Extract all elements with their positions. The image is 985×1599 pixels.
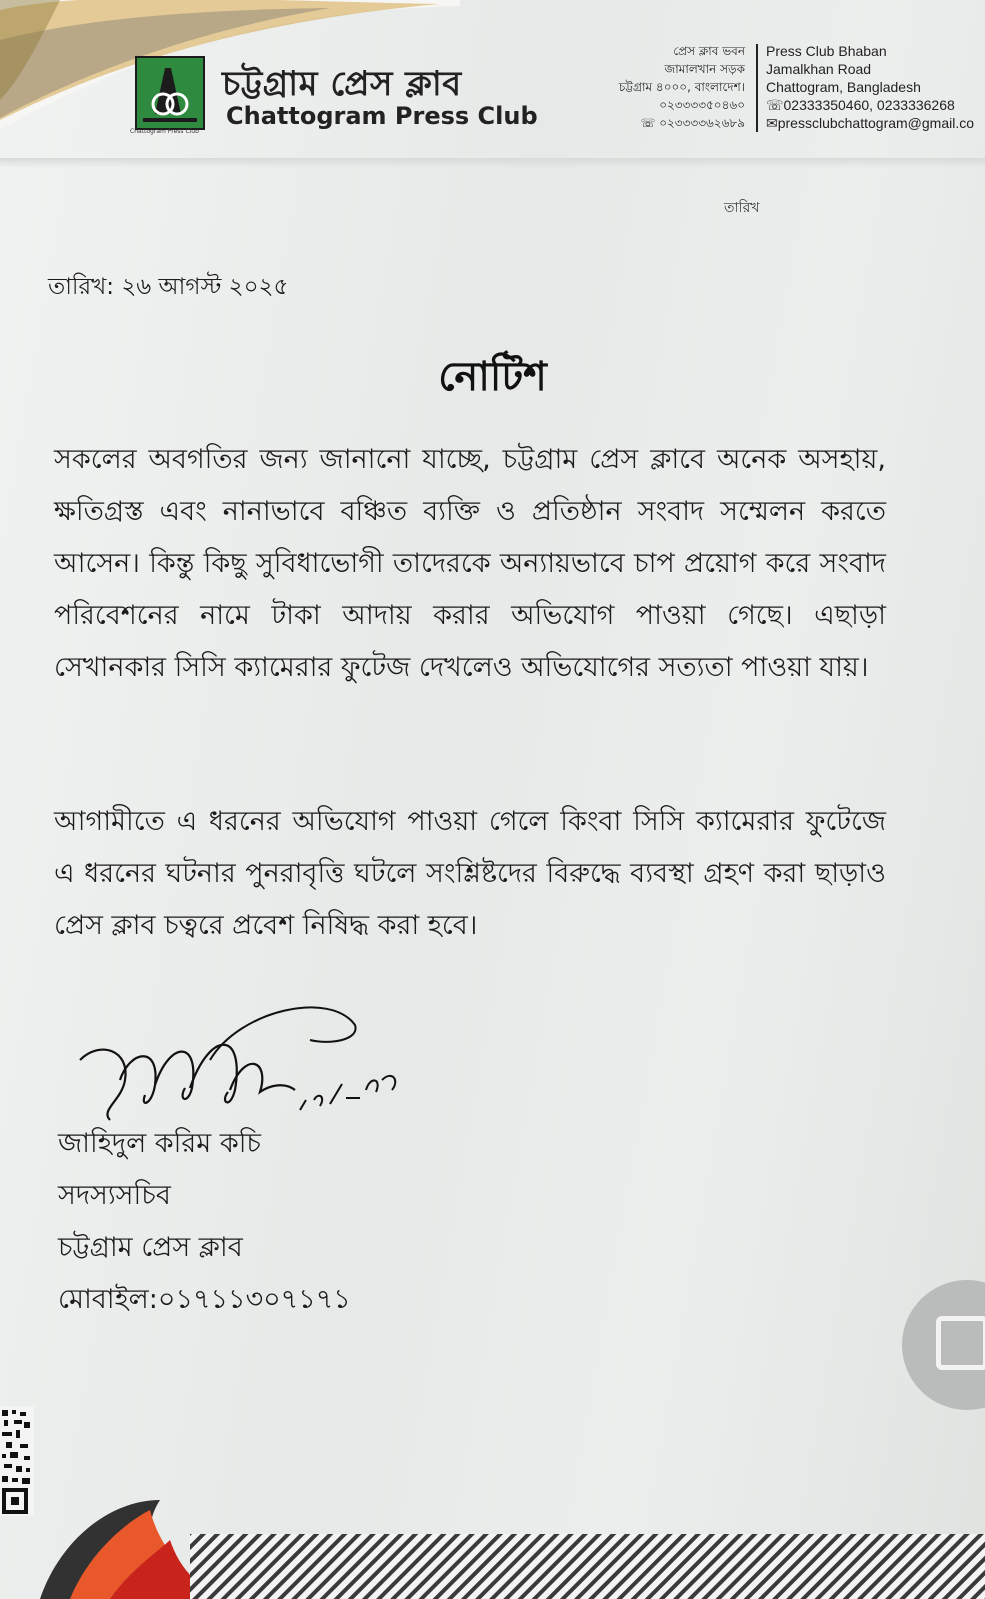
address-bangla-line: জামালখান সড়ক	[664, 62, 745, 76]
org-name-bangla: চট্টগ্রাম প্রেস ক্লাব	[222, 64, 462, 104]
signatory-block	[58, 1118, 351, 1326]
address-bangla-line: ০২৩৩৩৩৫০৪৬০	[659, 98, 745, 112]
address-divider	[756, 44, 758, 132]
address-english-line: ✉pressclubchattogram@gmail.co	[766, 115, 975, 131]
footer-decoration	[0, 1480, 985, 1599]
address-bangla	[619, 42, 745, 132]
logo-caption: Chattogram Press Club	[130, 128, 199, 135]
address-bangla-line: প্রেস ক্লাব ভবন	[673, 44, 745, 58]
press-club-logo	[135, 56, 205, 130]
letterhead-fold-shadow	[0, 158, 985, 168]
notice-paragraph-1: সকলের অবগতির জন্য জানানো যাচ্ছে, চট্টগ্রাম প্রেস ক্লাবে অনেক অসহায়, ক্ষতিগ্রস্ত এবং নানাভাবে বঞ্চিত ব্যক্তি ও প্রতিষ্ঠান সংবাদ সম্মেলন করতে আসেন। কিন্তু কিছু সুবিধাভোগী তাদেরকে অন্যায়ভাবে চাপ প্রয়োগ করে সংবাদ পরিবেশনের নামে টাকা আদায় করার অভিযোগ পাওয়া গেছে। এছাড়া সেখানকার সিসি ক্যামেরার ফুটেজ দেখলেও অভিযোগের সত্যতা পাওয়া যায়।	[54, 444, 886, 683]
address-english-line: Jamalkhan Road	[766, 61, 872, 77]
screen-overlay-button	[902, 1280, 985, 1410]
address-english	[766, 42, 974, 132]
overlay-icon	[936, 1316, 985, 1370]
address-english-line: ☏02333350460, 0233336268	[766, 97, 955, 113]
address-bangla-line: চট্টগ্রাম ৪০০০, বাংলাদেশ।	[618, 80, 745, 94]
notice-date: তারিখ: ২৬ আগস্ট ২০২৫	[48, 274, 289, 300]
notice-paragraph-2: আগামীতে এ ধরনের অভিযোগ পাওয়া গেলে কিংবা সিসি ক্যামেরার ফুটেজে এ ধরনের ঘটনার পুনরাবৃত্তি ঘটলে সংশ্লিষ্টদের বিরুদ্ধে ব্যবস্থা গ্রহণ করা ছাড়াও প্রেস ক্লাব চত্বরে প্রবেশ নিষিদ্ধ করা হবে।	[54, 806, 886, 941]
address-english-line: Press Club Bhaban	[766, 43, 887, 59]
signatory-designation: সদস্যসচিব	[58, 1180, 171, 1211]
notice-title: নোটিশ	[438, 354, 547, 400]
signatory-name: জাহিদুল করিম কচি	[58, 1128, 262, 1159]
letterhead	[0, 0, 985, 160]
handwritten-signature	[70, 1000, 430, 1130]
org-name-english: Chattogram Press Club	[226, 102, 538, 130]
date-field-label: তারিখ	[724, 200, 760, 216]
address-bangla-line: ☏ ০২৩৩৩৩৬২৬৮৯	[640, 116, 745, 130]
address-english-line: Chattogram, Bangladesh	[766, 79, 921, 95]
signatory-organization: চট্টগ্রাম প্রেস ক্লাব	[58, 1232, 243, 1263]
signatory-mobile: মোবাইল:০১৭১১৩০৭১৭১	[58, 1284, 351, 1315]
